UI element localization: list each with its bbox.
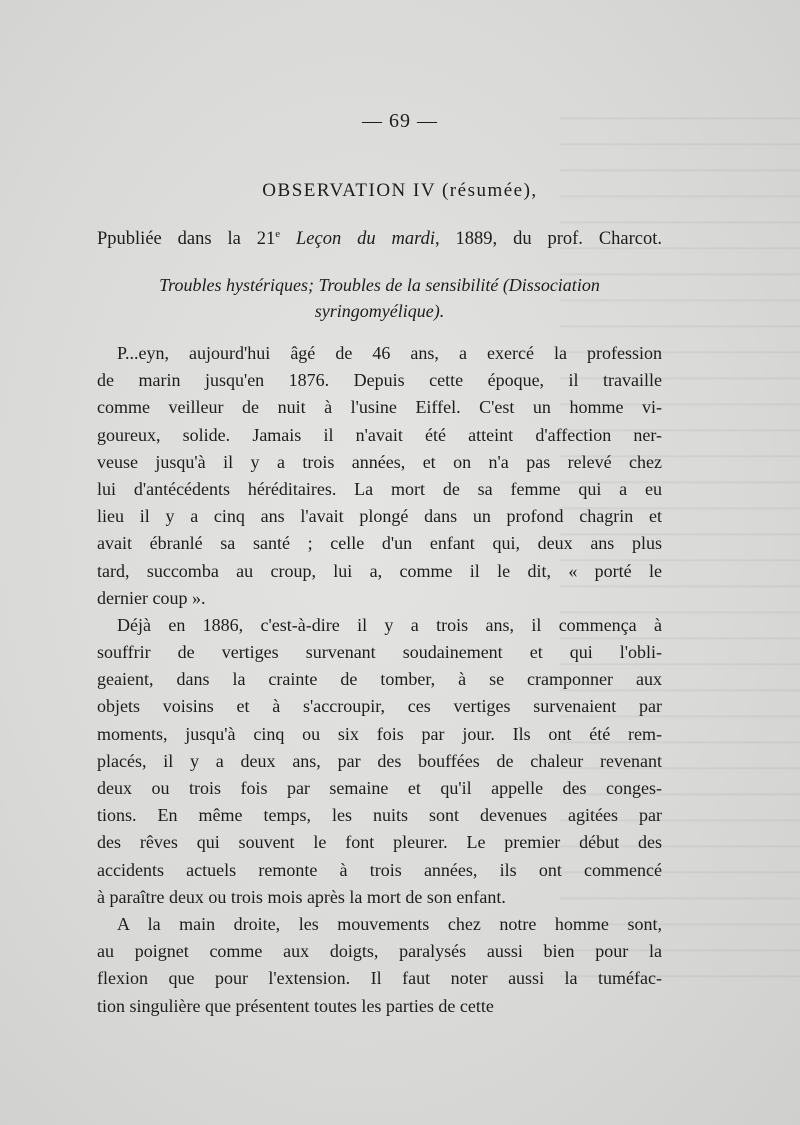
- text-line: lieu il y a cinq ans l'avait plongé dans un profond chagrin et: [97, 506, 662, 527]
- subtitle-suffix: , 1889, du prof. Charcot.: [435, 229, 663, 250]
- paragraph: [97, 612, 662, 911]
- case-title-line-2: syringomyélique).: [314, 301, 445, 321]
- text-line: veuse jusqu'à il y a trois années, et on n'a pas relevé chez: [97, 451, 662, 472]
- text-line: lui d'antécédents héréditaires. La mort de sa femme qui a eu: [97, 478, 662, 499]
- text-line: goureux, solide. Jamais il n'avait été atteint d'affection ner-: [97, 424, 662, 445]
- paragraph: [97, 911, 662, 1020]
- text-line: dernier coup ».: [97, 587, 206, 608]
- subtitle-prefix: Ppubliée dans la 21: [97, 229, 276, 250]
- text-line: tard, succomba au croup, lui a, comme il le dit, « porté le: [97, 560, 662, 581]
- text-line: des rêves qui souvent le font pleurer. Le premier début des: [97, 832, 662, 853]
- text-line: placés, il y a deux ans, par des bouffées de chaleur revenant: [97, 750, 662, 771]
- case-title: [97, 272, 662, 324]
- observation-title: OBSERVATION IV (résumée),: [262, 180, 538, 201]
- text-line: Déjà en 1886, c'est-à-dire il y a trois ans, il commença à: [117, 614, 662, 635]
- text-line: A la main droite, les mouvements chez notre homme sont,: [117, 913, 662, 934]
- subtitle-lecture-title: Leçon du mardi: [296, 229, 436, 250]
- page-number: — 69 —: [362, 110, 438, 132]
- text-line: avait ébranlé sa santé ; celle d'un enfant qui, deux ans plus: [97, 533, 662, 554]
- text-line: flexion que pour l'extension. Il faut noter aussi la tuméfac-: [97, 968, 662, 989]
- text-line: objets voisins et à s'accroupir, ces vertiges survenaient par: [97, 696, 662, 717]
- text-line: comme veilleur de nuit à l'usine Eiffel. C'est un homme vi-: [97, 397, 662, 418]
- text-line: accidents actuels remonte à trois années, ils ont commencé: [97, 859, 662, 880]
- paragraph: [97, 340, 662, 612]
- text-line: moments, jusqu'à cinq ou six fois par jour. Ils ont été rem-: [97, 723, 662, 744]
- subtitle-superscript: e: [275, 228, 281, 240]
- text-line: de marin jusqu'en 1876. Depuis cette époque, il travaille: [97, 370, 662, 391]
- text-line: tion singulière que présentent toutes les parties de cette: [97, 995, 494, 1016]
- observation-subtitle: [97, 228, 662, 250]
- text-line: au poignet comme aux doigts, paralysés aussi bien pour la: [97, 941, 662, 962]
- text-line: deux ou trois fois par semaine et qu'il appelle des conges-: [97, 778, 662, 798]
- text-line: souffrir de vertiges survenant soudainement et qui l'obli-: [97, 642, 662, 663]
- case-title-line-1: Troubles hystériques; Troubles de la sensibilité (Dissociation: [159, 275, 600, 295]
- text-line: geaient, dans la crainte de tomber, à se cramponner aux: [97, 669, 662, 690]
- text-line: tions. En même temps, les nuits sont devenues agitées par: [97, 805, 662, 826]
- text-line: à paraître deux ou trois mois après la mort de son enfant.: [97, 886, 506, 907]
- body-text: [97, 340, 662, 1020]
- text-line: P...eyn, aujourd'hui âgé de 46 ans, a exercé la profession: [117, 343, 662, 363]
